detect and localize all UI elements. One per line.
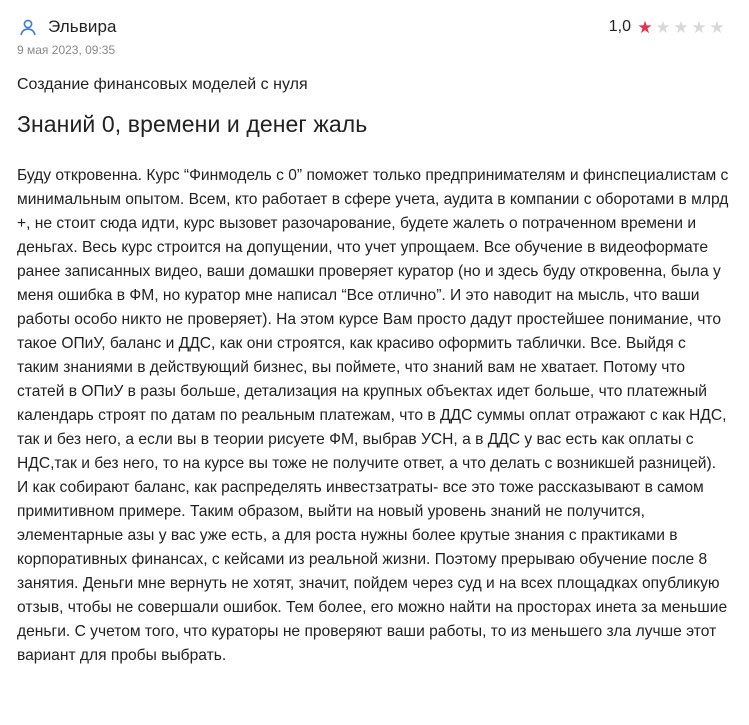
star-icon: ★	[709, 17, 725, 37]
star-icon: ★	[637, 17, 653, 37]
author-name: Эльвира	[48, 17, 117, 36]
star-icon: ★	[655, 17, 671, 37]
review-text: Буду откровенна. Курс “Финмодель с 0” поможет только предпринимателям и финспециалистам с минимальным опытом. Всем, кто работает в сфере учета, аудита в компании с оборотами в млрд +, не стоит сюда идти, курс вызовет разочарование, будете жалеть о потраченном времени и деньгах. Весь курс строится на допущении, что учет упрощаем. Все обучение в видеоформате ранее записанных видео, ваши домашки проверяет куратор (но и здесь буду откровенна, была у меня ошибка в ФМ, но куратор мне написал “Все отлично”. И это наводит на мысль, что ваши работы особо никто не проверяет). На этом курсе Вам просто дадут простейшее понимание, что такое ОПиУ, баланс и ДДС, как они строятся, как красиво оформить таблички. Все. Выйдя с таким знаниями в действующий бизнес, вы поймете, что знаний вам не хватает. Потому что статей в ОПиУ в разы больше, детализация на крупных объектах идет больше, что платежный календарь строят по датам по реальным платежам, что в ДДС суммы оплат отражают с как НДС, так и без него, а если вы в теории рисуете ФМ, выбрав УСН, а в ДДС у вас есть как оплаты с НДС,так и без него, то на курсе вы тоже не получите ответ, а что делать с возникшей разницей). И как собирают баланс, как распределять инвестзатраты- все это тоже рассказывают в самом примитивном примере. Таким образом, выйти на новый уровень знаний не получится, элементарные азы у вас уже есть, а для роста нужны более крутые знания с практиками в корпоративных финансах, с кейсами из реальной жизни. Поэтому прерываю обучение после 8 занятия. Деньги мне вернуть не хотят, значит, пойдем через суд и на всех площадках опубликую отзыв, чтобы не совершали ошибок. Тем более, его можно найти на просторах инета за меньшие деньги. С учетом того, что кураторы не проверяют ваши работы, то из меньшего зла лучше этот вариант для пробы выбрать.	[17, 167, 729, 664]
rating	[609, 15, 726, 39]
star-icon: ★	[673, 17, 689, 37]
star-icon: ★	[691, 17, 707, 37]
course-name: Создание финансовых моделей с нуля	[17, 76, 308, 93]
user-icon	[17, 16, 39, 38]
review-header	[17, 14, 117, 40]
review-date: 9 мая 2023, 09:35	[17, 43, 116, 57]
review-title: Знаний 0, времени и денег жаль	[17, 111, 368, 137]
rating-value: 1,0	[608, 18, 631, 35]
